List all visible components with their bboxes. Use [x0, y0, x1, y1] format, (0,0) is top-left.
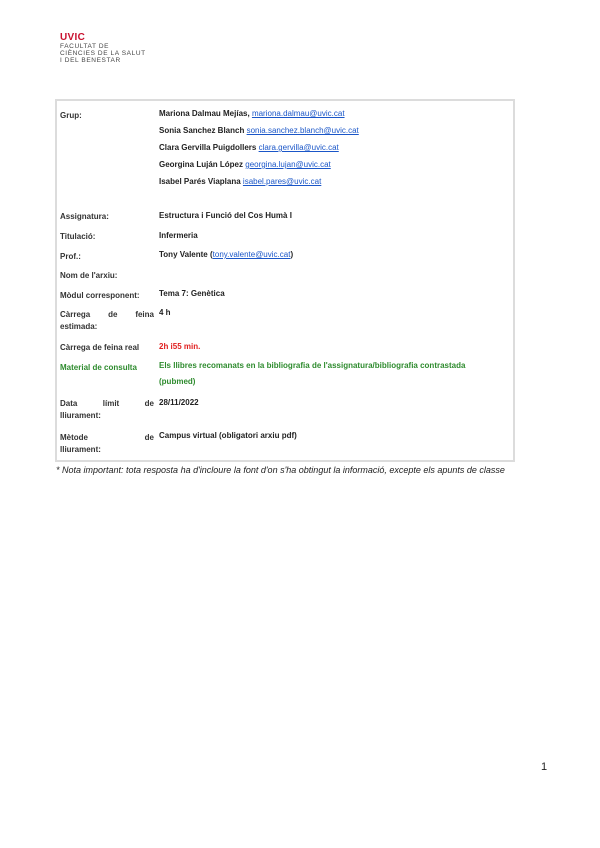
- titulacio-value: Infermeria: [159, 231, 198, 240]
- member-email-link[interactable]: clara.gervilla@uvic.cat: [258, 143, 339, 152]
- member-name: Sonia Sanchez Blanch: [159, 126, 245, 135]
- logo-mark: UVIC: [60, 32, 86, 43]
- group-member: [159, 106, 345, 122]
- nom-arxiu-label: Nom de l'arxiu:: [60, 271, 118, 280]
- logo-line-1: FACULTAT DE: [60, 43, 110, 50]
- data-limit-value: 28/11/2022: [159, 398, 199, 407]
- carrega-real-label: Càrrega de feina real: [60, 343, 140, 352]
- page-number: 1: [541, 761, 548, 773]
- carrega-estimada-value: 4 h: [159, 308, 171, 317]
- prof-label: Prof.:: [60, 252, 81, 261]
- logo-line-2: CIÈNCIES DE LA SALUT: [60, 50, 146, 57]
- member-email-link[interactable]: isabel.pares@uvic.cat: [242, 177, 322, 186]
- assignatura-label: Assignatura:: [60, 212, 109, 221]
- carrega-estimada-label-line1: Càrrega de feina: [60, 310, 154, 319]
- prof-value: [159, 247, 293, 263]
- carrega-estimada-label-line2: estimada:: [60, 322, 98, 331]
- titulacio-label: Titulació:: [60, 232, 96, 241]
- prof-suffix: ): [290, 250, 294, 259]
- material-value-line1: Els llibres recomanats en la bibliografia de l'assignatura/bibliografia contrastada: [159, 361, 466, 370]
- group-member: [159, 123, 359, 139]
- group-member: [159, 140, 339, 156]
- metode-label-line2: lliurament:: [60, 445, 101, 454]
- carrega-real-value: 2h i55 min.: [159, 342, 201, 351]
- metode-value: Campus virtual (obligatori arxiu pdf): [159, 431, 297, 440]
- logo-line-3: I DEL BENESTAR: [60, 57, 121, 64]
- group-member: [159, 174, 321, 190]
- data-limit-label-line1: Data límit de: [60, 399, 154, 408]
- modul-value: Tema 7: Genètica: [159, 289, 225, 298]
- material-label: Material de consulta: [60, 363, 137, 372]
- assignatura-value: Estructura i Funció del Cos Humà I: [159, 211, 292, 220]
- uvic-logo: [60, 33, 146, 64]
- member-name: Georgina Luján López: [159, 160, 244, 169]
- member-email-link[interactable]: georgina.lujan@uvic.cat: [245, 160, 331, 169]
- material-value-line2: (pubmed): [159, 377, 196, 386]
- modul-label: Mòdul corresponent:: [60, 291, 140, 300]
- member-email-link[interactable]: sonia.sanchez.blanch@uvic.cat: [246, 126, 359, 135]
- prof-name: Tony Valente (: [159, 250, 213, 259]
- group-label: Grup:: [60, 111, 82, 120]
- member-name: Mariona Dalmau Mejías,: [159, 109, 250, 118]
- group-member: [159, 157, 331, 173]
- member-name: Isabel Parés Viaplana: [159, 177, 241, 186]
- member-email-link[interactable]: mariona.dalmau@uvic.cat: [251, 109, 345, 118]
- prof-email-link[interactable]: tony.valente@uvic.cat: [212, 250, 291, 259]
- important-note: * Nota important: tota resposta ha d'incloure la font d'on s'ha obtingut la informació, excepte els apunts de classe: [56, 465, 505, 475]
- metode-label-line1: Mètode de: [60, 433, 154, 442]
- data-limit-label-line2: lliurament:: [60, 411, 101, 420]
- member-name: Clara Gervilla Puigdollers: [159, 143, 257, 152]
